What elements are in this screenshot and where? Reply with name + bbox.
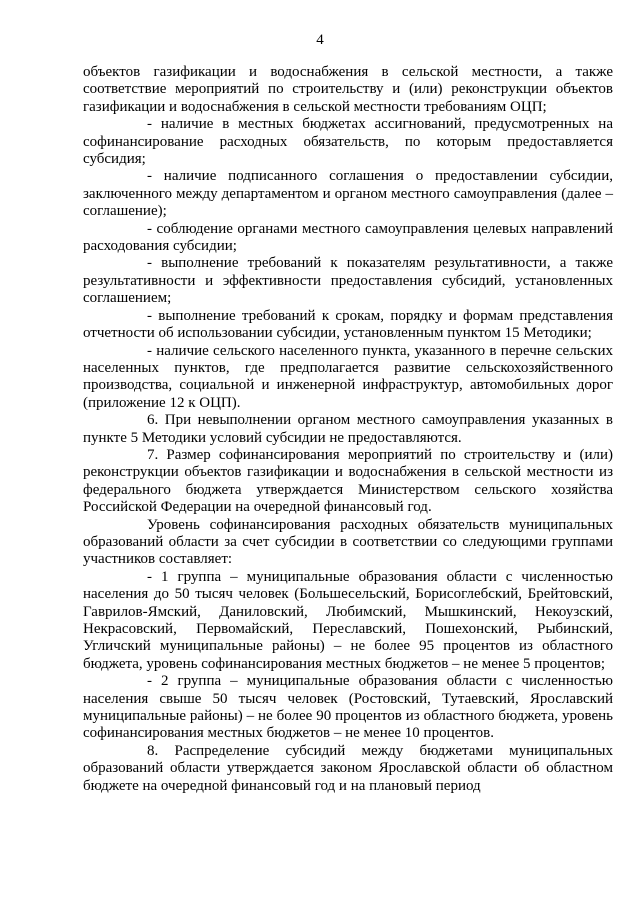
paragraph-clause-7: 7. Размер софинансирования мероприятий по строительству и (или) реконструкции объектов газификации и водоснабжения в сельской местности из федерального бюджета утверждается Министерством сельского хозяйства Российской Федерации на очередной финансовый год.: [83, 446, 613, 516]
list-item-performance-indicators: - выполнение требований к показателям результативности, а также результативности и эффективности предоставления субсидий, установленных соглашением;: [83, 255, 613, 307]
paragraph-cofinancing-level: Уровень софинансирования расходных обязательств муниципальных образований области за счет субсидии в соответствии со следующими группами участников составляет:: [83, 516, 613, 568]
document-body: [83, 64, 613, 795]
list-item-rural-settlement: - наличие сельского населенного пункта, указанного в перечне сельских населенных пунктов, где предполагается развитие сельскохозяйственного производства, социальной и инженерной инфраструктур, автомобильных дорог (приложение 12 к ОЦП).: [83, 342, 613, 411]
list-item-group-2: - 2 группа – муниципальные образования области с численностью населения свыше 50 тысяч человек (Ростовский, Тутаевский, Ярославский муниципальные районы) – не более 90 процентов из областного бюджета, уровень софинансирования местных бюджетов – не менее 10 процентов.: [83, 673, 613, 742]
page-number: 4: [316, 32, 324, 48]
list-item-budget-allocations: - наличие в местных бюджетах ассигнований, предусмотренных на софинансирование расходных обязательств, по которым предоставляется субсидия;: [83, 116, 613, 168]
paragraph: объектов газификации и водоснабжения в сельской местности, а также соответствие мероприятий по строительству и (или) реконструкции объектов газификации и водоснабжения в сельской местности требованиям ОЦП;: [83, 64, 613, 115]
paragraph-clause-6: 6. При невыполнении органом местного самоуправления указанных в пункте 5 Методики условий субсидии не предоставляются.: [83, 412, 613, 446]
list-item-group-1: - 1 группа – муниципальные образования области с численностью населения до 50 тысяч человек (Большесельский, Борисоглебский, Брейтовский, Гаврилов-Ямский, Даниловский, Любимский, Мышкинский, Некоузский, Некрасовский, Первомайский, Переславский, Пошехонский, Рыбинский, Угличский муниципальные районы) – не более 95 процентов из областного бюджета, уровень софинансирования местных бюджетов – не менее 5 процентов;: [83, 568, 613, 672]
list-item-signed-agreement: - наличие подписанного соглашения о предоставлении субсидии, заключенного между департаментом и органом местного самоуправления (далее – соглашение);: [83, 168, 613, 220]
paragraph-clause-8: 8. Распределение субсидий между бюджетами муниципальных образований области утверждается законом Ярославской области об областном бюджете на очередной финансовый год и на плановый период: [83, 742, 613, 794]
list-item-reporting-requirements: - выполнение требований к срокам, порядку и формам представления отчетности об использовании субсидии, установленным пунктом 15 Методики;: [83, 307, 613, 342]
list-item-target-spending: - соблюдение органами местного самоуправления целевых направлений расходования субсидии;: [83, 220, 613, 255]
